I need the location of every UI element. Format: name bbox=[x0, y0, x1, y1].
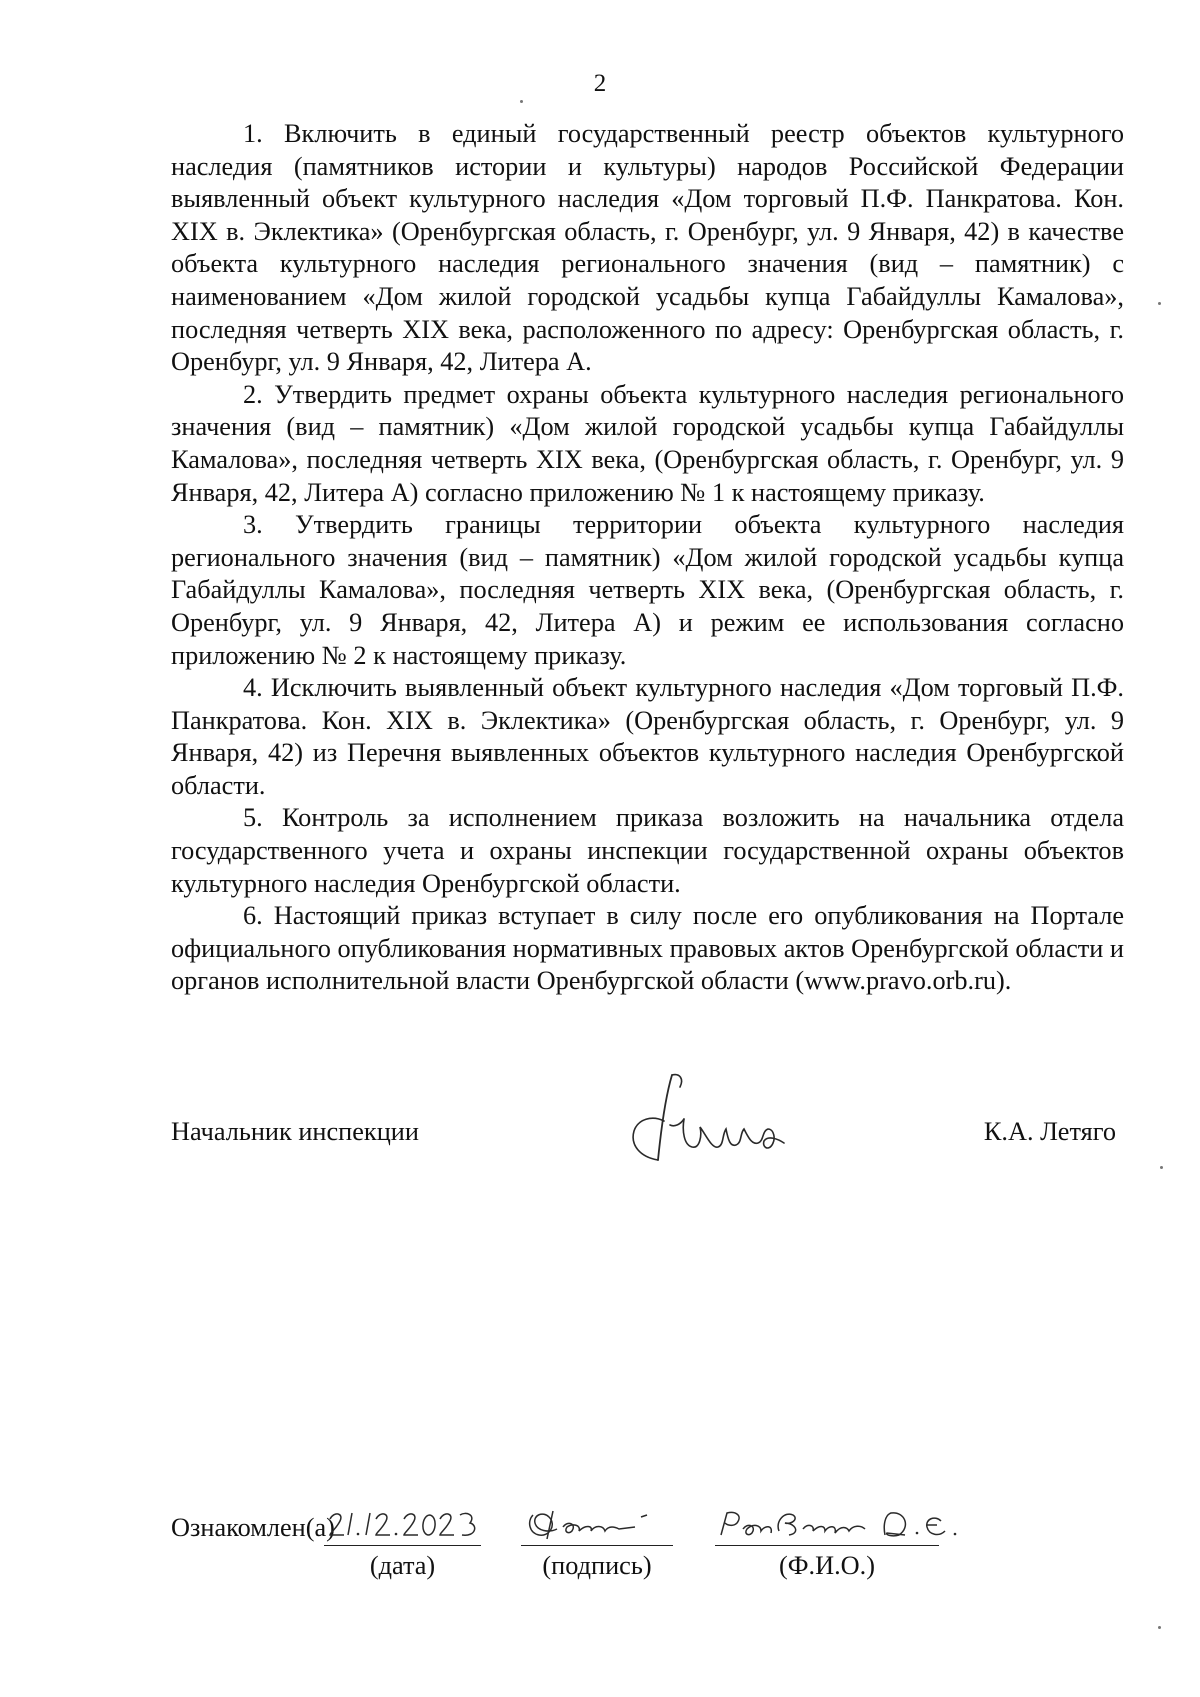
paragraph-4: 4. Исключить выявленный объект культурного наследия «Дом торговый П.Ф. Панкратова. Кон. XIX в. Эклектика» (Оренбургская область, г. Оренбург, ул. 9 Января, 42) из Перечня выявленных объектов культурного наследия Оренбургской области. bbox=[171, 673, 1124, 800]
scan-speck bbox=[520, 100, 523, 103]
signatory-name: К.А. Летяго bbox=[983, 1117, 1116, 1146]
page-number: 2 bbox=[593, 70, 607, 97]
handwritten-fio bbox=[715, 1507, 985, 1543]
handwritten-date bbox=[326, 1507, 481, 1543]
paragraph-5: 5. Контроль за исполнением приказа возложить на начальника отдела государственного учета и охраны инспекции государственной охраны объектов культурного наследия Оренбургской области. bbox=[171, 803, 1124, 898]
acknowledgement-block bbox=[171, 1513, 1124, 1603]
signature-caption: (подпись) bbox=[542, 1551, 652, 1580]
scan-speck bbox=[1158, 1626, 1161, 1629]
paragraph-2: 2. Утвердить предмет охраны объекта культурного наследия регионального значения (вид – памятник) «Дом жилой городской усадьбы купца Габайдуллы Камалова», последняя четверть XIX века, (Оренбургская область, г. Оренбург, ул. 9 Января, 42, Литера А) согласно приложению № 1 к настоящему приказу. bbox=[171, 379, 1124, 507]
signatory-block bbox=[171, 1117, 1124, 1217]
fio-underline bbox=[715, 1545, 939, 1546]
scan-speck bbox=[1160, 1166, 1163, 1169]
paragraph-3: 3. Утвердить границы территории объекта культурного наследия регионального значения (вид – памятник) «Дом жилой городской усадьбы купца Габайдуллы Камалова», последняя четверть XIX века, (Оренбургская область, г. Оренбург, ул. 9 Января, 42, Литера А) и режим ее использования согласно приложению № 2 к настоящему приказу. bbox=[171, 510, 1124, 670]
date-caption: (дата) bbox=[369, 1551, 436, 1580]
handwritten-signature-ack bbox=[523, 1507, 673, 1543]
acknowledgement-label: Ознакомлен(а) bbox=[171, 1513, 335, 1542]
scan-speck bbox=[1158, 302, 1161, 305]
date-underline bbox=[324, 1545, 481, 1546]
paragraph-1: 1. Включить в единый государственный реестр объектов культурного наследия (памятников истории и культуры) народов Российской Федерации выявленный объект культурного наследия «Дом торговый П.Ф. Панкратова. Кон. XIX в. Эклектика» (Оренбургская область, г. Оренбург, ул. 9 Января, 42) в качестве объекта культурного наследия регионального значения (вид – памятник) с наименованием «Дом жилой городской усадьбы купца Габайдуллы Камалова», последняя четверть XIX века, расположенного по адресу: Оренбургская область, г. Оренбург, ул. 9 Января, 42, Литера А. bbox=[171, 119, 1124, 377]
fio-caption: (Ф.И.О.) bbox=[779, 1551, 875, 1580]
signature-underline bbox=[521, 1545, 673, 1546]
paragraph-6: 6. Настоящий приказ вступает в силу после его опубликования на Портале официального опубликования нормативных правовых актов Оренбургской области и органов исполнительной власти Оренбургской области (www.pravo.orb.ru). bbox=[171, 901, 1124, 996]
order-body bbox=[171, 118, 1124, 998]
signatory-position: Начальник инспекции bbox=[171, 1117, 419, 1146]
